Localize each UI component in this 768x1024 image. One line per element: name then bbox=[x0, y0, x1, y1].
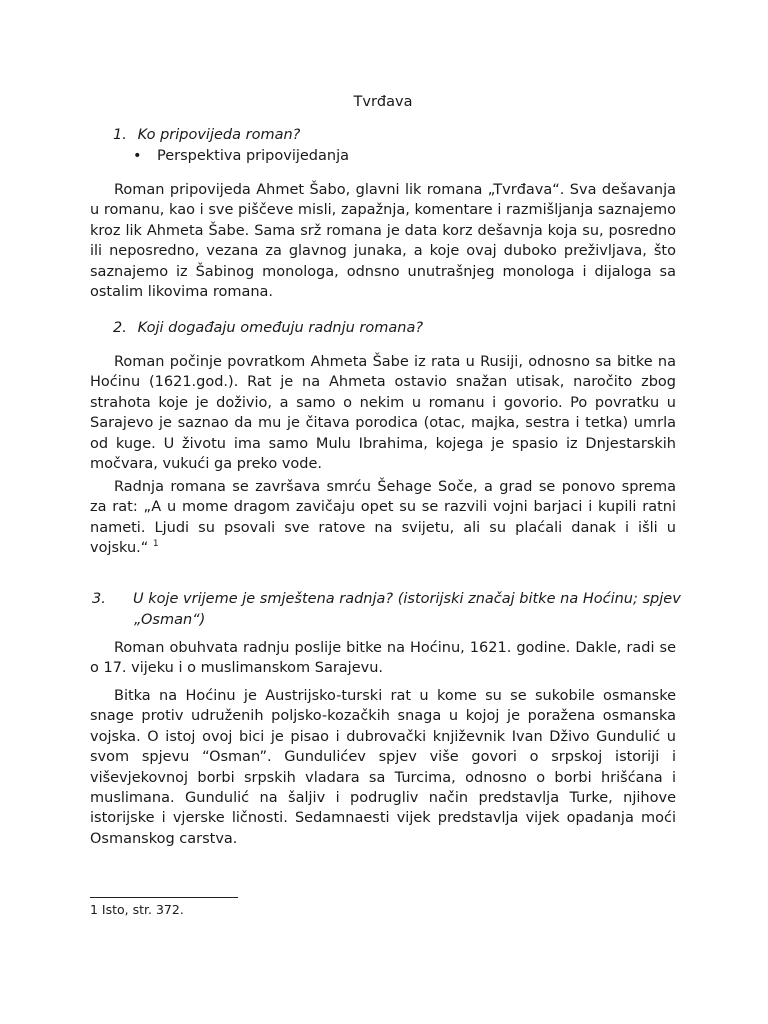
document-title: Tvrđava bbox=[353, 94, 413, 110]
paragraph-with-footnote bbox=[90, 477, 676, 559]
question-text: Koji događaju omeđuju radnju romana? bbox=[137, 320, 424, 336]
question-3 bbox=[92, 589, 696, 630]
footnote-separator bbox=[90, 897, 238, 898]
question-number: 2. bbox=[113, 320, 127, 336]
question-2 bbox=[113, 318, 683, 339]
paragraph-text: Radnja romana se završava smrću Šehage Soče, a grad se ponovo sprema za rat: „A u mome dragom zavičaju opet su se razvili vojni barjaci i kupili ratni nameti. Ljudi su psovali sve ratove na svijetu, ali su plaćali danak i išli u vojsku.“ bbox=[90, 479, 676, 557]
bullet-icon: • bbox=[133, 148, 142, 164]
paragraph: Roman obuhvata radnju poslije bitke na Hoćinu, 1621. godine. Dakle, radi se o 17. vijeku i o muslimanskom Sarajevu. bbox=[90, 640, 676, 677]
footnote: 1 Isto, str. 372. bbox=[90, 902, 184, 917]
bullet-item bbox=[133, 146, 349, 166]
question-text: Ko pripovijeda roman? bbox=[137, 127, 301, 143]
paragraph: Roman pripovijeda Ahmet Šabo, glavni lik romana „Tvrđava“. Sva dešavanja u romanu, kao i sve piščeve misli, zapažnja, komentare i razmišljanja saznajemo kroz lik Ahmeta Šabe. Sama srž romana je data korz dešavnja koja su, posredno ili neposredno, vezana za glavnog junaka, a koje ovaj duboko preživljava, što saznajemo iz Šabinog monologa, odnsno unutrašnjeg monologa i dijaloga sa ostalim likovima romana. bbox=[90, 182, 676, 301]
bullet-text: Perspektiva pripovijedanja bbox=[157, 148, 349, 164]
paragraph: Roman počinje povratkom Ahmeta Šabe iz rata u Rusiji, odnosno sa bitke na Hoćinu (1621.god.). Rat je na Ahmeta ostavio snažan utisak, naročito zbog strahota koje je doživio, a samo o nekim u romanu i govorio. Po povratku u Sarajevo je saznao da mu je čitava porodica (otac, majka, sestra i tetka) umrla od kuge. U životu ima samo Mulu Ibrahima, kojega je spasio iz Dnjestarskih močvara, vukući ga preko vode. bbox=[90, 354, 676, 473]
question-1 bbox=[113, 125, 683, 146]
question-text: U koje vrijeme je smještena radnja? (istorijski značaj bitke na Hoćinu; spjev „Osman“) bbox=[133, 591, 681, 628]
footnote-reference: 1 bbox=[152, 539, 159, 550]
paragraph: Bitka na Hoćinu je Austrijsko-turski rat u kome su se sukobile osmanske snage protiv udruženih poljsko-kozačkih snaga u kojoj je poražena osmanska vojska. O istoj ovoj bici je pisao i dubrovački književnik Ivan Dživo Gundulić u svom spjevu “Osman”. Gundulićev spjev više govori o srpskoj istoriji i viševjekovnoj borbi srpskih vladara sa Turcima, odnosno o borbi hrišćana i muslimana. Gundulić na šaljiv i podrugliv način predstavlja Turke, njihove istorijske i vjerske ličnosti. Sedamnaesti vijek predstavlja vijek opadanja moći Osmanskog carstva. bbox=[90, 688, 676, 847]
question-number: 1. bbox=[113, 127, 127, 143]
question-number: 3. bbox=[92, 591, 106, 607]
